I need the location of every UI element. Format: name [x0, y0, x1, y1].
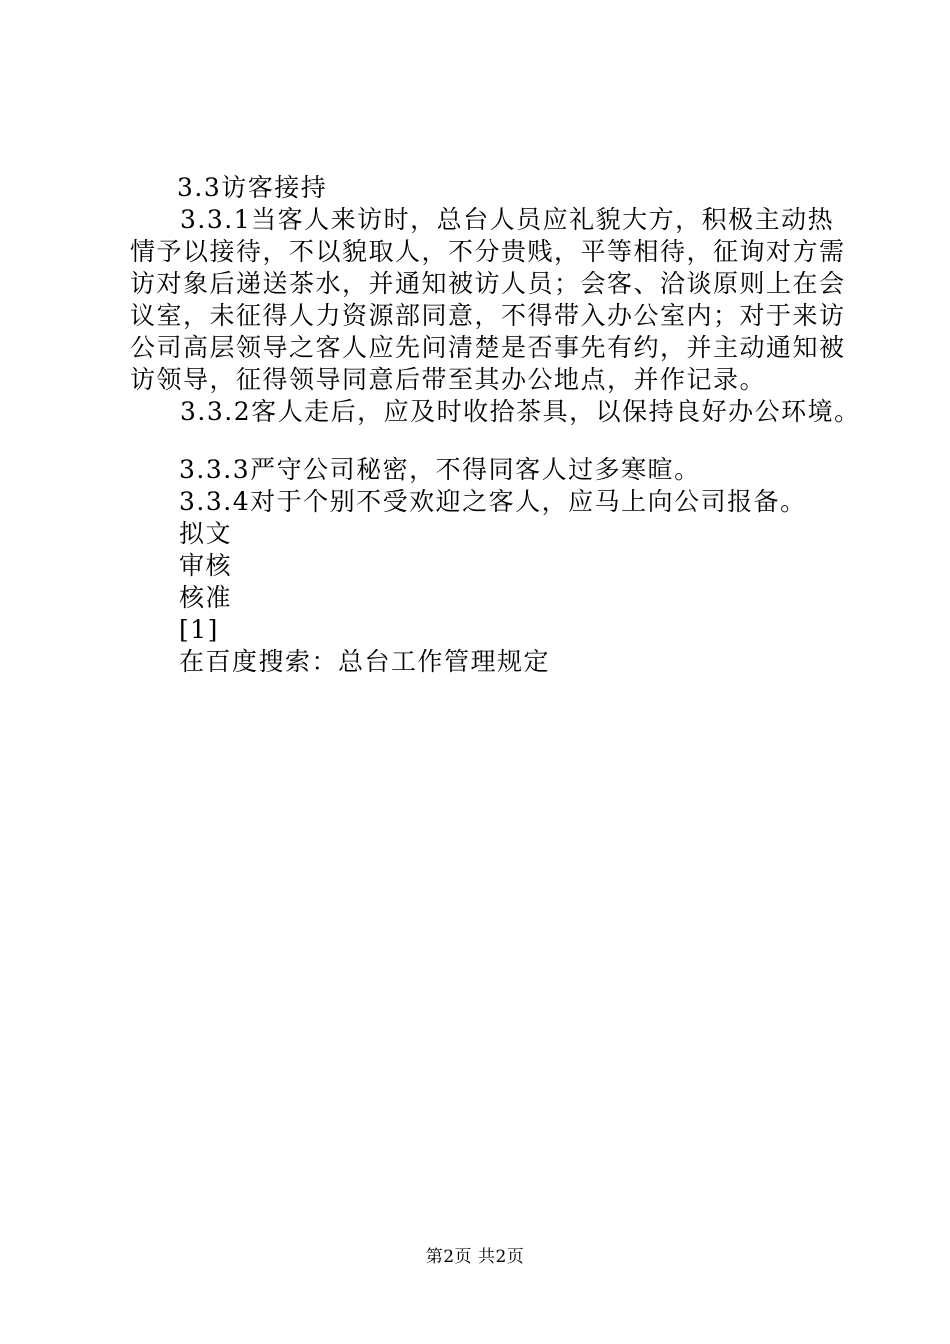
section-heading: 3.3访客接持	[177, 173, 328, 202]
paragraph-line: 情予以接待，不以貌取人，不分贵贱，平等相待，征询对方需	[130, 237, 846, 266]
paragraph-334: 3.3.4对于个别不受欢迎之客人，应马上向公司报备。	[179, 487, 807, 516]
search-hint-line: 在百度搜索：总台工作管理规定	[179, 647, 551, 676]
blank-gap	[130, 428, 850, 454]
document-body	[130, 172, 861, 678]
sign-review-label: 审核	[179, 551, 233, 580]
paragraph-line: 公司高层领导之客人应先问清楚是否事先有约，并主动通知被	[130, 333, 846, 362]
footnote-reference: [1]	[179, 615, 219, 644]
paragraph-333: 3.3.3严守公司秘密，不得同客人过多寒暄。	[179, 455, 701, 484]
sign-approve-label: 核准	[179, 583, 233, 612]
paragraph-line: 访领导，征得领导同意后带至其办公地点，并作记录。	[130, 365, 767, 394]
paragraph-line: 访对象后递送茶水，并通知被访人员；会客、洽谈原则上在会	[130, 269, 846, 298]
page-footer: 第2页 共2页	[425, 1247, 525, 1267]
sign-draft-label: 拟文	[179, 519, 233, 548]
paragraph-line: 3.3.1当客人来访时，总台人员应礼貌大方，积极主动热	[180, 205, 835, 234]
paragraph-line: 议室，未征得人力资源部同意，不得带入办公室内；对于来访	[130, 301, 846, 330]
paragraph-332: 3.3.2客人走后，应及时收拾茶具，以保持良好办公环境。	[180, 397, 861, 426]
